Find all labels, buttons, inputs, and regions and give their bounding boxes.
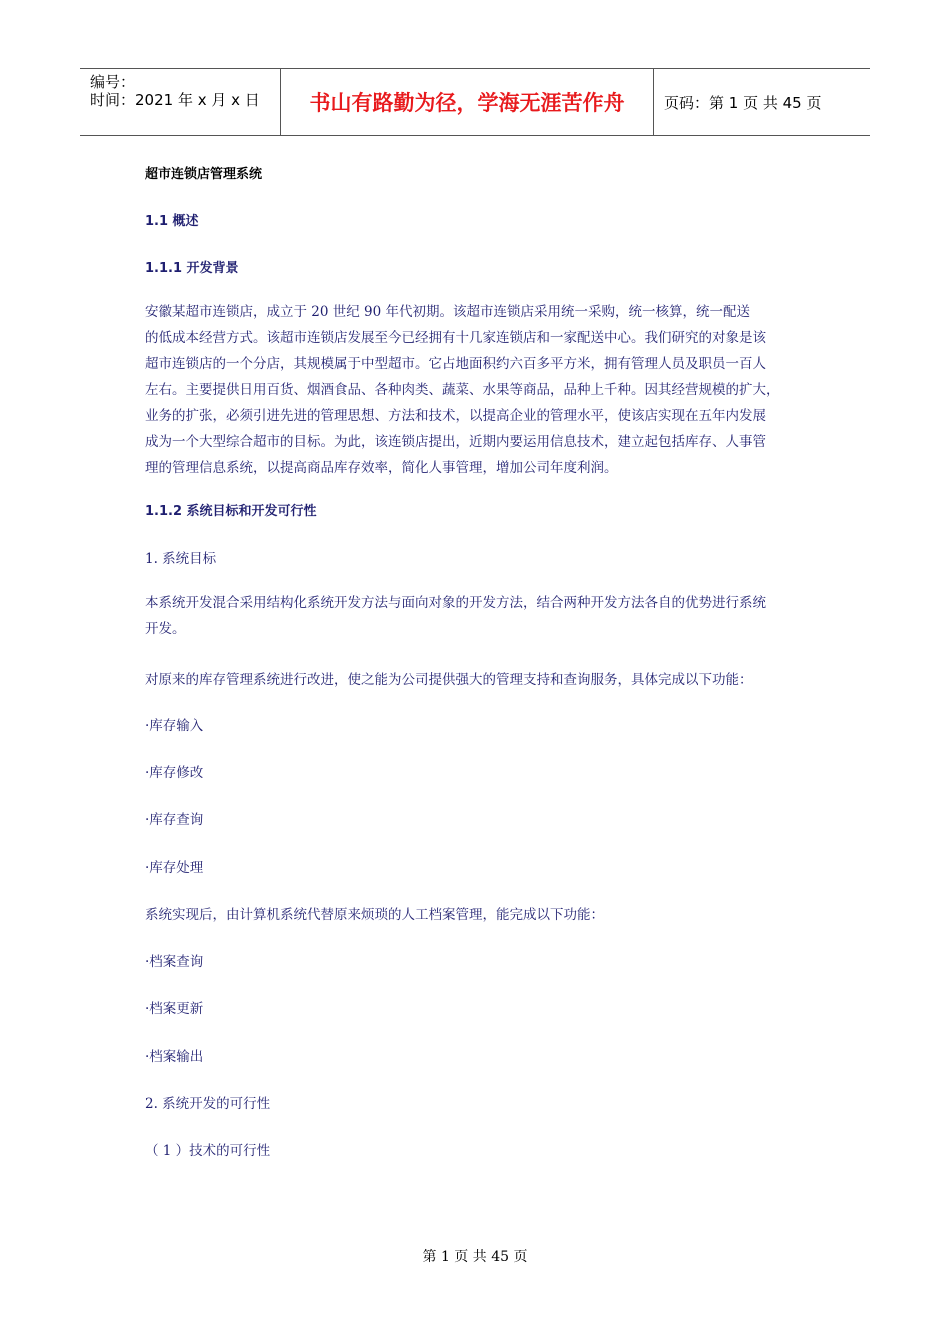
paragraph-line: 业务的扩张，必须引进先进的管理思想、方法和技术，以提高企业的管理水平，使该店实现在五年内发展 (145, 408, 766, 424)
section-heading-1-1-1: 1.1.1 开发背景 (145, 261, 239, 276)
list-item: ·库存处理 (145, 860, 204, 876)
paragraph-line: 安徽某超市连锁店，成立于 20 世纪 90 年代初期。该超市连锁店采用统一采购，统一核算，统一配送 (145, 304, 751, 320)
list-item: ·库存查询 (145, 812, 204, 828)
goal-paragraph (145, 590, 820, 642)
header-meta (80, 69, 281, 135)
header-motto: 书山有路勤为径，学海无涯苦作舟 (281, 69, 654, 135)
page-header (80, 68, 870, 136)
paragraph-line: 本系统开发混合采用结构化系统开发方法与面向对象的开发方法，结合两种开发方法各自的优势进行系统 (145, 595, 766, 611)
document-title: 超市连锁店管理系统 (145, 167, 263, 182)
section-heading-1-1-2: 1.1.2 系统目标和开发可行性 (145, 504, 317, 519)
section-heading-1-1: 1.1 概述 (145, 214, 199, 229)
paragraph-line: 的低成本经营方式。该超市连锁店发展至今已经拥有十几家连锁店和一家配送中心。我们研究的对象是该 (145, 330, 766, 346)
paragraph-line: 开发。 (145, 621, 186, 637)
list-item: ·库存修改 (145, 765, 204, 781)
goal-label: 1. 系统目标 (145, 551, 217, 567)
feasibility-label: 2. 系统开发的可行性 (145, 1096, 271, 1112)
header-page-info: 页码：第 1 页 共 45 页 (664, 93, 822, 112)
list-item: ·档案更新 (145, 1001, 204, 1017)
list-item: ·库存输入 (145, 718, 204, 734)
paragraph-line: 理的管理信息系统，以提高商品库存效率，简化人事管理，增加公司年度利润。 (145, 460, 618, 476)
list-item: ·档案输出 (145, 1049, 204, 1065)
inventory-intro: 对原来的库存管理系统进行改进，使之能为公司提供强大的管理支持和查询服务，具体完成以下功能： (145, 672, 753, 688)
document-time-label: 时间：2021 年 x 月 x 日 (90, 91, 260, 109)
list-item: ·档案查询 (145, 954, 204, 970)
archive-intro: 系统实现后，由计算机系统代替原来烦琐的人工档案管理，能完成以下功能： (145, 907, 604, 923)
page-footer: 第 1 页 共 45 页 (422, 1249, 528, 1265)
background-paragraph (145, 299, 820, 481)
paragraph-line: 成为一个大型综合超市的目标。为此，该连锁店提出，近期内要运用信息技术，建立起包括库存、人事管 (145, 434, 766, 450)
paragraph-line: 超市连锁店的一个分店，其规模属于中型超市。它占地面积约六百多平方米，拥有管理人员及职员一百人 (145, 356, 766, 372)
tech-feasibility-label: （ 1 ）技术的可行性 (145, 1143, 271, 1159)
document-number-label: 编号： (90, 73, 136, 91)
paragraph-line: 左右。主要提供日用百货、烟酒食品、各种肉类、蔬菜、水果等商品，品种上千种。因其经营规模的扩大， (145, 382, 780, 398)
